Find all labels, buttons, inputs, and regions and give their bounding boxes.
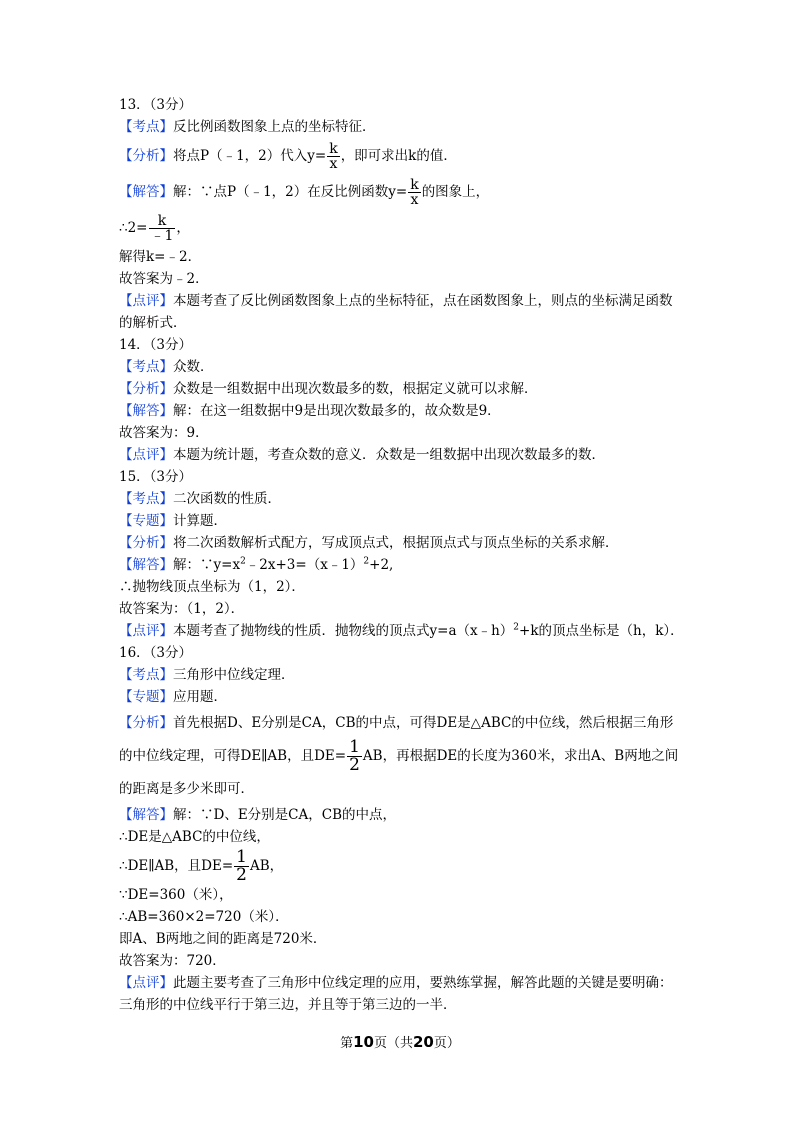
fraction: $\frac{1}{2}$ — [349, 737, 360, 775]
kaodian-tag: 【考点】 — [119, 491, 173, 507]
q13-fenxi: 【分析】将点P（﹣1，2）代入y= $\frac{k}{x}$ ，即可求出k的值． — [119, 141, 457, 172]
fenxi-tag: 【分析】 — [119, 715, 173, 731]
q13-header: 13．（3分） — [119, 97, 193, 113]
dianping-tag: 【点评】 — [119, 293, 173, 309]
jieda-tag: 【解答】 — [119, 184, 173, 200]
document-body — [119, 94, 689, 1016]
q16-dianping-cont: 三角形的中位线平行于第三边，并且等于第三边的一半． — [119, 997, 457, 1013]
q14-dianping: 【点评】本题为统计题，考查众数的意义．众数是一组数据中出现次数最多的数． — [119, 447, 605, 463]
q16-fenxi-cont: 的中位线定理，可得DE∥AB，且DE= $\frac{1}{2}$ AB，再根据DE的长度为360米，求出A、B两地之间 — [119, 737, 679, 775]
dianping-tag: 【点评】 — [119, 623, 173, 639]
fraction: $\frac{k}{﹣1}$ — [150, 213, 174, 244]
q16-dianping: 【点评】此题主要考查了三角形中位线定理的应用，要熟练掌握，解答此题的关键是要明确： — [119, 975, 673, 991]
kaodian-tag: 【考点】 — [119, 359, 173, 375]
q15-fenxi: 【分析】将二次函数解析式配方，写成顶点式，根据顶点式与顶点坐标的关系求解． — [119, 535, 619, 551]
fraction: $\frac{k}{x}$ — [410, 177, 419, 208]
q16-fenxi-end: 的距离是多少米即可． — [119, 781, 254, 797]
q16-fenxi: 【分析】首先根据D、E分别是CA，CB的中点，可得DE是△ABC的中位线，然后根据三角形 — [119, 715, 674, 731]
zhuanti-tag: 【专题】 — [119, 689, 173, 705]
q16-answer: 故答案为：720． — [119, 953, 226, 969]
q16-step4: ∴AB=360×2=720（米）． — [119, 909, 289, 925]
q13-answer: 故答案为﹣2． — [119, 271, 209, 287]
q15-header: 15．（3分） — [119, 469, 193, 485]
q13-kaodian: 【考点】反比例函数图象上点的坐标特征． — [119, 119, 376, 135]
q14-kaodian: 【考点】众数． — [119, 359, 214, 375]
fraction: $\frac{1}{2}$ — [236, 847, 247, 885]
q14-fenxi: 【分析】众数是一组数据中出现次数最多的数，根据定义就可以求解． — [119, 381, 538, 397]
q16-step1: ∴DE是△ABC的中位线， — [119, 829, 270, 845]
page-footer: 第10页（共20页） — [340, 1033, 460, 1051]
kaodian-tag: 【考点】 — [119, 119, 173, 135]
q15-jieda: 【解答】解：$\because y=x^2﹣2x+3=(x﹣1)^2+2$, — [119, 556, 394, 573]
q15-answer: 故答案为：（1，2）． — [119, 601, 245, 617]
page-number: 10 — [353, 1033, 374, 1051]
dianping-tag: 【点评】 — [119, 975, 173, 991]
q13-dianping-cont: 的解析式． — [119, 315, 187, 331]
q15-step1: ∴抛物线顶点坐标为（1，2）． — [119, 579, 305, 595]
q13-dianping: 【点评】本题考查了反比例函数图象上点的坐标特征，点在函数图象上，则点的坐标满足函数 — [119, 293, 673, 309]
q16-jieda: 【解答】解：∵D、E分别是CA，CB的中点， — [119, 807, 397, 823]
fraction: $\frac{k}{x}$ — [329, 141, 338, 172]
jieda-tag: 【解答】 — [119, 403, 173, 419]
q15-dianping: 【点评】本题考查了抛物线的性质．抛物线的顶点式y=a（x﹣h）$^2$+k的顶点坐标是（h，k）． — [119, 622, 684, 639]
dianping-tag: 【点评】 — [119, 447, 173, 463]
q16-step2: ∴DE∥AB，且DE= $\frac{1}{2}$ AB， — [119, 847, 284, 885]
q16-step3: ∵DE=360（米）， — [119, 887, 233, 903]
kaodian-tag: 【考点】 — [119, 667, 173, 683]
q16-kaodian: 【考点】三角形中位线定理． — [119, 667, 295, 683]
fenxi-tag: 【分析】 — [119, 381, 173, 397]
q14-jieda: 【解答】解：在这一组数据中9是出现次数最多的，故众数是9． — [119, 403, 501, 419]
q14-answer: 故答案为：9． — [119, 425, 209, 441]
q16-step5: 即A、B两地之间的距离是720米． — [119, 931, 327, 947]
q15-zhuanti: 【专题】计算题． — [119, 513, 227, 529]
fenxi-tag: 【分析】 — [119, 535, 173, 551]
q13-step1: ∴2= $\frac{k}{﹣1}$ ， — [119, 213, 190, 244]
q15-kaodian: 【考点】二次函数的性质． — [119, 491, 281, 507]
q16-zhuanti: 【专题】应用题． — [119, 689, 227, 705]
q14-header: 14．（3分） — [119, 337, 193, 353]
jieda-tag: 【解答】 — [119, 807, 173, 823]
zhuanti-tag: 【专题】 — [119, 513, 173, 529]
fenxi-tag: 【分析】 — [119, 148, 173, 164]
jieda-tag: 【解答】 — [119, 557, 173, 573]
total-pages: 20 — [413, 1033, 434, 1051]
q13-jieda: 【解答】解：∵点P（﹣1，2）在反比例函数y= $\frac{k}{x}$ 的图象上， — [119, 177, 490, 208]
q13-step2: 解得k=﹣2． — [119, 249, 202, 265]
q16-header: 16．（3分） — [119, 645, 193, 661]
